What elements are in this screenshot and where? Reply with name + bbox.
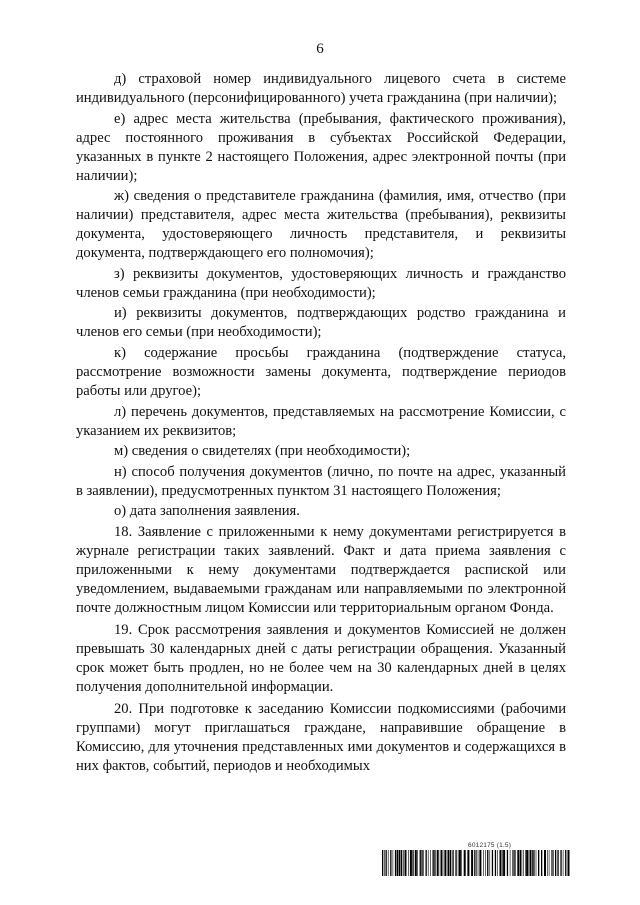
barcode-bar: [467, 850, 469, 876]
barcode-bar: [530, 850, 531, 876]
barcode-bar: [444, 850, 446, 876]
barcode-bar: [426, 850, 427, 876]
barcode-bar: [525, 850, 526, 876]
barcode-bar: [532, 850, 533, 876]
barcode-bar: [514, 850, 515, 876]
paragraph-n: н) способ получения документов (лично, по почте на адрес, указанный в заявлении), предусмотренных пунктом 31 настоящего Положения;: [76, 463, 566, 499]
barcode-bar: [502, 850, 503, 876]
barcode-bar: [410, 850, 412, 876]
barcode-bar: [523, 850, 524, 876]
barcode-bar: [549, 850, 550, 876]
barcode-bar: [476, 850, 477, 876]
paragraph-18: 18. Заявление с приложенными к нему документами регистрируется в журнале регистрации таких заявлений. Факт и дата приема заявления с приложенными к нему документами подтверждается распиской или уведомлением, выдаваемыми гражданам или направляемыми по электронной почте должностным лицом Комиссии или территориальным органом Фонда.: [76, 523, 566, 616]
barcode-bar: [441, 850, 442, 876]
barcode-bar: [428, 850, 429, 876]
barcode-bar: [421, 850, 422, 876]
barcode-bar: [412, 850, 413, 876]
paragraph-z: з) реквизиты документов, удостоверяющих личность и гражданство членов семьи гражданина (при необходимости);: [76, 265, 566, 301]
barcode-bar: [420, 850, 421, 876]
paragraph-m: м) сведения о свидетелях (при необходимости);: [114, 443, 411, 460]
barcode-bar: [433, 850, 434, 876]
barcode-bar: [557, 850, 558, 876]
barcode-bar: [459, 850, 461, 876]
barcode-bar: [443, 850, 444, 876]
barcode-bar: [397, 850, 398, 876]
barcode-bar: [478, 850, 479, 876]
barcode-bar: [483, 850, 484, 876]
barcode-bar: [538, 850, 539, 876]
barcode-bar: [430, 850, 431, 876]
barcode-bar: [440, 850, 441, 876]
paragraph-zh: ж) сведения о представителе гражданина (фамилия, имя, отчество (при наличии) представителя, адрес места жительства (пребывания), реквизиты документа, удостоверяющего личность представителя, и реквизиты документа, подтверждающего его полномочия);: [76, 188, 566, 262]
barcode-bar: [513, 850, 514, 876]
document-code: 6012175 (1.5): [468, 842, 512, 849]
barcode-bar: [479, 850, 481, 876]
barcode-bar: [395, 850, 396, 876]
barcode-bar: [568, 850, 570, 876]
barcode-bar: [563, 850, 564, 876]
barcode-bar: [497, 850, 498, 876]
barcode-bar: [487, 850, 488, 876]
barcode-bar: [386, 850, 387, 876]
barcode-bar: [485, 850, 486, 876]
paragraph-k: к) содержание просьбы гражданина (подтверждение статуса, рассмотрение возможности замены документа, подтверждение периодов работы или другое);: [76, 344, 566, 399]
barcode-bar: [437, 850, 439, 876]
barcode-bar: [565, 850, 566, 876]
barcode-bar: [507, 850, 508, 876]
barcode-bar: [399, 850, 401, 876]
barcode-bar: [393, 850, 394, 876]
barcode-bar: [495, 850, 496, 876]
barcode-bar: [520, 850, 521, 876]
barcode-bar: [551, 850, 552, 876]
barcode-image: [382, 850, 570, 876]
barcode-bar: [388, 850, 389, 876]
barcode-bar: [401, 850, 402, 876]
barcode-bar: [512, 850, 513, 876]
paragraph-e: е) адрес места жительства (пребывания, фактического проживания), адрес постоянного проживания в субъектах Российской Федерации, указанных в пункте 2 настоящего Положения, адрес электронной почты (при наличии);: [76, 110, 566, 184]
barcode-bar: [492, 850, 493, 876]
barcode-bar: [448, 850, 450, 876]
barcode-bar: [560, 850, 561, 876]
barcode-bar: [500, 850, 502, 876]
barcode-bar: [452, 850, 453, 876]
barcode-bar: [384, 850, 385, 876]
barcode-bar: [434, 850, 435, 876]
barcode-bar: [503, 850, 505, 876]
barcode-bar: [461, 850, 462, 876]
barcode-bar: [474, 850, 475, 876]
barcode-bar: [547, 850, 548, 876]
barcode-bar: [471, 850, 473, 876]
barcode-bar: [536, 850, 537, 876]
barcode-bar: [464, 850, 466, 876]
paragraph-i: и) реквизиты документов, подтверждающих родство гражданина и членов его семьи (при необходимости);: [76, 305, 566, 341]
barcode-bar: [544, 850, 546, 876]
barcode-bar: [423, 850, 424, 876]
barcode-bar: [533, 850, 534, 876]
document-body: [76, 70, 566, 778]
barcode-bar: [390, 850, 391, 876]
barcode-bar: [510, 850, 511, 876]
barcode-bar: [541, 850, 542, 876]
paragraph-l: л) перечень документов, представляемых на рассмотрение Комиссии, с указанием их реквизитов;: [76, 403, 566, 439]
barcode-bar: [517, 850, 519, 876]
barcode-bar: [415, 850, 417, 876]
paragraph-19: 19. Срок рассмотрения заявления и документов Комиссией не должен превышать 30 календарных дней с даты регистрации обращения. Указанный срок может быть продлен, но не более чем на 30 календарных дней в целях получения дополнительной информации.: [76, 621, 566, 695]
barcode-bar: [382, 850, 383, 876]
barcode-bar: [408, 850, 409, 876]
barcode-bar: [455, 850, 456, 876]
barcode-bar: [450, 850, 451, 876]
paragraph-o: о) дата заполнения заявления.: [114, 503, 300, 520]
barcode-bar: [529, 850, 530, 876]
barcode-bar: [405, 850, 407, 876]
barcode-bar: [555, 850, 556, 876]
paragraph-d: д) страховой номер индивидуального лицевого счета в системе индивидуального (персонифицированного) учета гражданина (при наличии);: [76, 71, 566, 106]
barcode-bar: [526, 850, 528, 876]
barcode-bar: [553, 850, 554, 876]
page-number: 6: [316, 41, 324, 57]
barcode-bar: [522, 850, 523, 876]
barcode-bar: [552, 850, 553, 876]
paragraph-20: 20. При подготовке к заседанию Комиссии подкомиссиями (рабочими группами) могут приглашаться граждане, направившие обращение в Комиссию, для уточнения представленных ими документов и содержащихся в них фактов, событий, периодов и необходимых: [76, 700, 566, 774]
barcode-bar: [458, 850, 459, 876]
barcode-bar: [417, 850, 418, 876]
barcode-bar: [403, 850, 404, 876]
barcode-bar: [490, 850, 491, 876]
